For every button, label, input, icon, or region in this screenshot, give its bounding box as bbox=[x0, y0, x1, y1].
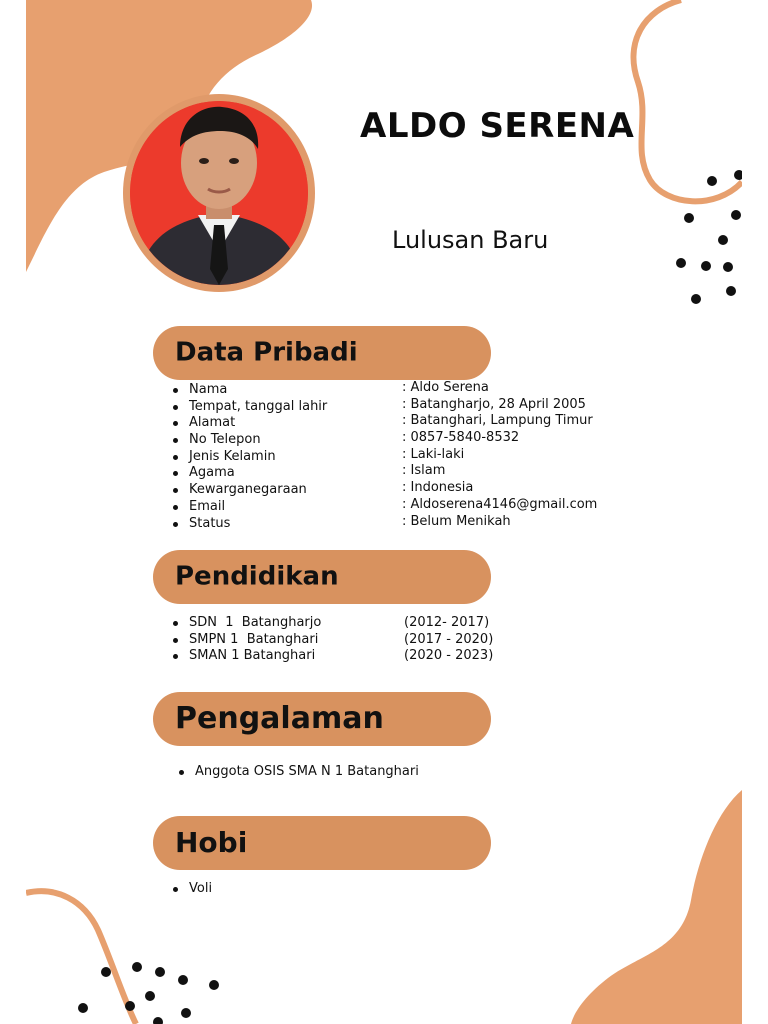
list-item: SMAN 1 Batanghari bbox=[172, 648, 321, 665]
section-title: Pendidikan bbox=[175, 561, 339, 592]
data-pribadi-values bbox=[402, 380, 597, 530]
list-item: Kewarganegaraan bbox=[172, 482, 327, 499]
list-value: : Belum Menikah bbox=[402, 513, 511, 529]
list-value: (2020 - 2023) bbox=[404, 648, 494, 664]
portrait-illustration bbox=[130, 101, 308, 285]
section-header-data-pribadi bbox=[153, 326, 491, 380]
list-item: Status bbox=[172, 516, 327, 533]
section-title: Data Pribadi bbox=[175, 337, 358, 368]
hobi-list bbox=[172, 881, 212, 898]
list-value: : Batangharjo, 28 April 2005 bbox=[402, 396, 586, 412]
list-value: : Islam bbox=[402, 463, 446, 479]
pendidikan-years bbox=[404, 615, 493, 665]
pengalaman-list bbox=[178, 764, 419, 781]
list-item: Alamat bbox=[172, 415, 327, 432]
person-role: Lulusan Baru bbox=[392, 226, 549, 254]
list-item: Anggota OSIS SMA N 1 Batanghari bbox=[178, 764, 419, 781]
list-value: : Batanghari, Lampung Timur bbox=[402, 413, 593, 429]
list-item: Agama bbox=[172, 465, 327, 482]
profile-photo-inner bbox=[130, 101, 308, 285]
list-item: Email bbox=[172, 499, 327, 516]
list-item: Tempat, tanggal lahir bbox=[172, 399, 327, 416]
section-header-hobi bbox=[153, 816, 491, 870]
section-title: Hobi bbox=[175, 825, 248, 859]
bottom-right-blob bbox=[571, 790, 742, 1024]
section-header-pendidikan bbox=[153, 550, 491, 604]
cv-page bbox=[26, 0, 742, 1024]
list-value: : 0857-5840-8532 bbox=[402, 430, 520, 446]
bottom-left-dots bbox=[78, 962, 219, 1024]
list-item: SDN 1 Batangharjo bbox=[172, 615, 321, 632]
list-item: Jenis Kelamin bbox=[172, 449, 327, 466]
pendidikan-schools bbox=[172, 615, 321, 665]
list-value: : Laki-laki bbox=[402, 446, 465, 462]
person-name: ALDO SERENA bbox=[360, 106, 635, 146]
list-value: (2012- 2017) bbox=[404, 615, 490, 630]
list-value: : Aldo Serena bbox=[402, 380, 489, 395]
data-pribadi-labels bbox=[172, 382, 327, 532]
profile-photo bbox=[123, 94, 315, 292]
list-item: No Telepon bbox=[172, 432, 327, 449]
list-value: (2017 - 2020) bbox=[404, 631, 494, 647]
list-value: : Aldoserena4146@gmail.com bbox=[402, 496, 598, 512]
list-item: SMPN 1 Batanghari bbox=[172, 632, 321, 649]
top-right-curve bbox=[634, 0, 742, 201]
list-value: : Indonesia bbox=[402, 480, 474, 496]
section-header-pengalaman bbox=[153, 692, 491, 746]
list-item: Voli bbox=[172, 881, 212, 898]
list-item: Nama bbox=[172, 382, 327, 399]
section-title: Pengalaman bbox=[175, 700, 384, 736]
